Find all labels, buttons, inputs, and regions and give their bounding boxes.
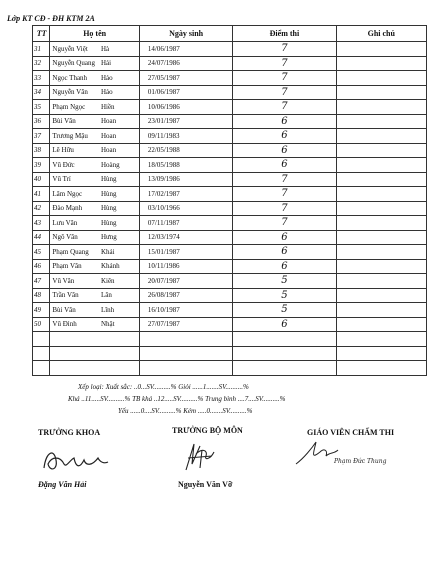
student-number: 33 xyxy=(33,71,50,86)
student-given-name: Kiên xyxy=(99,274,139,289)
student-score: 6 xyxy=(233,114,336,129)
student-surname: Lê Hữu xyxy=(50,143,99,158)
student-score: 7 xyxy=(233,201,336,216)
student-dob: 17/02/1987 xyxy=(139,187,232,202)
student-score: 5 xyxy=(233,288,336,303)
class-name-heading: Lớp KT CĐ - ĐH KTM 2A xyxy=(7,14,95,23)
student-surname: Lưu Văn xyxy=(50,216,99,231)
student-score: 6 xyxy=(233,158,336,173)
student-row xyxy=(33,71,427,86)
student-given-name: Hoan xyxy=(99,114,139,129)
student-dob: 10/11/1986 xyxy=(139,259,232,274)
head-of-dept-signature xyxy=(180,438,220,476)
student-given-name: Hoàng xyxy=(99,158,139,173)
student-surname: Lâm Ngọc xyxy=(50,187,99,202)
student-score: 6 xyxy=(233,245,336,260)
student-number: 31 xyxy=(33,42,50,57)
student-number: 46 xyxy=(33,259,50,274)
student-given-name: Khánh xyxy=(99,259,139,274)
student-given-name: Hảo xyxy=(99,85,139,100)
student-number: 44 xyxy=(33,230,50,245)
student-given-name: Khải xyxy=(99,245,139,260)
student-number: 49 xyxy=(33,303,50,318)
student-given-name: Hải xyxy=(99,56,139,71)
grade-table xyxy=(32,25,427,376)
student-note xyxy=(336,216,426,231)
empty-cell xyxy=(233,346,336,361)
empty-cell xyxy=(50,332,99,347)
student-given-name: Lĩnh xyxy=(99,303,139,318)
empty-row xyxy=(33,346,427,361)
student-dob: 22/05/1988 xyxy=(139,143,232,158)
examiner-signature-text: Phạm Đức Thung xyxy=(334,458,387,465)
student-note xyxy=(336,143,426,158)
examiner-title: GIÁO VIÊN CHẤM THI xyxy=(307,428,395,437)
head-of-dept-title: TRƯỞNG BỘ MÔN xyxy=(172,426,243,435)
empty-cell xyxy=(336,361,426,376)
student-row xyxy=(33,245,427,260)
student-row xyxy=(33,85,427,100)
student-given-name: Hùng xyxy=(99,216,139,231)
student-note xyxy=(336,114,426,129)
student-dob: 09/11/1983 xyxy=(139,129,232,144)
student-dob: 18/05/1988 xyxy=(139,158,232,173)
student-row xyxy=(33,216,427,231)
student-surname: Đào Mạnh xyxy=(50,201,99,216)
student-surname: Vũ Đức xyxy=(50,158,99,173)
student-given-name: Hà xyxy=(99,42,139,57)
student-score: 6 xyxy=(233,143,336,158)
empty-cell xyxy=(33,332,50,347)
student-surname: Bùi Văn xyxy=(50,303,99,318)
student-score: 7 xyxy=(233,100,336,115)
student-row xyxy=(33,129,427,144)
student-given-name: Hùng xyxy=(99,187,139,202)
student-note xyxy=(336,42,426,57)
student-surname: Phạm Ngọc xyxy=(50,100,99,115)
student-row xyxy=(33,317,427,332)
student-score: 6 xyxy=(233,259,336,274)
student-note xyxy=(336,100,426,115)
student-dob: 01/06/1987 xyxy=(139,85,232,100)
student-score: 7 xyxy=(233,71,336,86)
student-given-name: Hiền xyxy=(99,100,139,115)
dean-name: Đặng Văn Hải xyxy=(38,480,87,489)
student-row xyxy=(33,42,427,57)
student-note xyxy=(336,259,426,274)
student-score: 7 xyxy=(233,172,336,187)
summary-line-3: Yếu ......0....SV..........% Kém .....0.......SV..........% xyxy=(118,407,253,415)
empty-cell xyxy=(336,346,426,361)
student-row xyxy=(33,201,427,216)
student-surname: Bùi Văn xyxy=(50,114,99,129)
student-note xyxy=(336,245,426,260)
student-surname: Phạm Văn xyxy=(50,259,99,274)
summary-line-1: Xếp loại: Xuất sắc: ..0...SV..........% Giỏi ......1.......SV..........% xyxy=(78,383,249,391)
dean-signature xyxy=(40,442,110,476)
student-note xyxy=(336,158,426,173)
student-number: 37 xyxy=(33,129,50,144)
student-dob: 27/05/1987 xyxy=(139,71,232,86)
student-score: 6 xyxy=(233,317,336,332)
empty-cell xyxy=(33,361,50,376)
column-header-tt: TT xyxy=(33,26,50,42)
student-number: 34 xyxy=(33,85,50,100)
student-surname: Phạm Quang xyxy=(50,245,99,260)
student-dob: 03/10/1966 xyxy=(139,201,232,216)
empty-cell xyxy=(139,346,232,361)
student-number: 39 xyxy=(33,158,50,173)
student-note xyxy=(336,274,426,289)
student-surname: Vũ Đình xyxy=(50,317,99,332)
student-dob: 07/11/1987 xyxy=(139,216,232,231)
student-dob: 23/01/1987 xyxy=(139,114,232,129)
student-dob: 14/06/1987 xyxy=(139,42,232,57)
column-header-score: Điểm thi xyxy=(233,26,336,42)
student-score: 7 xyxy=(233,216,336,231)
student-surname: Trần Văn xyxy=(50,288,99,303)
empty-row xyxy=(33,361,427,376)
student-note xyxy=(336,56,426,71)
student-dob: 26/08/1987 xyxy=(139,288,232,303)
student-given-name: Lân xyxy=(99,288,139,303)
student-surname: Trương Mậu xyxy=(50,129,99,144)
student-given-name: Hùng xyxy=(99,201,139,216)
student-row xyxy=(33,259,427,274)
student-note xyxy=(336,85,426,100)
student-score: 5 xyxy=(233,274,336,289)
student-number: 43 xyxy=(33,216,50,231)
student-surname: Nguyễn Quang xyxy=(50,56,99,71)
student-dob: 13/09/1986 xyxy=(139,172,232,187)
student-row xyxy=(33,303,427,318)
student-dob: 24/07/1986 xyxy=(139,56,232,71)
student-row xyxy=(33,100,427,115)
student-row xyxy=(33,187,427,202)
student-surname: Vũ Trí xyxy=(50,172,99,187)
empty-cell xyxy=(50,361,99,376)
column-header-name: Họ tên xyxy=(50,26,140,42)
student-row xyxy=(33,114,427,129)
table-header-row xyxy=(33,26,427,42)
empty-cell xyxy=(336,332,426,347)
student-score: 6 xyxy=(233,230,336,245)
empty-cell xyxy=(50,346,99,361)
student-note xyxy=(336,288,426,303)
student-surname: Nguyễn Văn xyxy=(50,85,99,100)
student-number: 36 xyxy=(33,114,50,129)
student-number: 45 xyxy=(33,245,50,260)
student-row xyxy=(33,158,427,173)
column-header-note: Ghi chú xyxy=(336,26,426,42)
student-number: 40 xyxy=(33,172,50,187)
student-note xyxy=(336,317,426,332)
student-surname: Vũ Văn xyxy=(50,274,99,289)
student-number: 42 xyxy=(33,201,50,216)
student-dob: 20/07/1987 xyxy=(139,274,232,289)
student-surname: Ngô Văn xyxy=(50,230,99,245)
student-number: 50 xyxy=(33,317,50,332)
student-surname: Nguyễn Việt xyxy=(50,42,99,57)
student-row xyxy=(33,274,427,289)
student-row xyxy=(33,288,427,303)
head-of-dept-name: Nguyễn Văn Vỡ xyxy=(178,480,233,489)
empty-cell xyxy=(139,332,232,347)
empty-cell xyxy=(33,346,50,361)
empty-cell xyxy=(233,332,336,347)
student-number: 41 xyxy=(33,187,50,202)
student-note xyxy=(336,230,426,245)
student-number: 38 xyxy=(33,143,50,158)
empty-cell xyxy=(139,361,232,376)
student-number: 47 xyxy=(33,274,50,289)
student-note xyxy=(336,129,426,144)
empty-cell xyxy=(99,361,139,376)
dean-title: TRƯỞNG KHOA xyxy=(38,428,101,437)
student-number: 48 xyxy=(33,288,50,303)
student-dob: 16/10/1987 xyxy=(139,303,232,318)
student-note xyxy=(336,201,426,216)
student-number: 32 xyxy=(33,56,50,71)
student-dob: 15/01/1987 xyxy=(139,245,232,260)
empty-row xyxy=(33,332,427,347)
empty-cell xyxy=(99,332,139,347)
student-score: 5 xyxy=(233,303,336,318)
student-row xyxy=(33,172,427,187)
student-row xyxy=(33,143,427,158)
student-dob: 27/07/1987 xyxy=(139,317,232,332)
empty-cell xyxy=(233,361,336,376)
column-header-dob: Ngày sinh xyxy=(139,26,232,42)
student-note xyxy=(336,71,426,86)
student-number: 35 xyxy=(33,100,50,115)
student-note xyxy=(336,172,426,187)
student-row xyxy=(33,56,427,71)
student-given-name: Hảo xyxy=(99,71,139,86)
summary-line-2: Khá ..11.....SV..........% TB khá ..12.....SV..........% Trung bình ....7....SV..........% xyxy=(68,395,286,403)
student-given-name: Hoan xyxy=(99,129,139,144)
student-note xyxy=(336,187,426,202)
student-surname: Ngọc Thanh xyxy=(50,71,99,86)
student-score: 7 xyxy=(233,187,336,202)
student-score: 7 xyxy=(233,85,336,100)
student-score: 7 xyxy=(233,56,336,71)
student-given-name: Hùng xyxy=(99,172,139,187)
student-row xyxy=(33,230,427,245)
student-score: 7 xyxy=(233,42,336,57)
student-given-name: Nhật xyxy=(99,317,139,332)
student-given-name: Hoan xyxy=(99,143,139,158)
student-dob: 10/06/1986 xyxy=(139,100,232,115)
student-note xyxy=(336,303,426,318)
student-given-name: Hưng xyxy=(99,230,139,245)
empty-cell xyxy=(99,346,139,361)
student-dob: 12/03/1974 xyxy=(139,230,232,245)
student-score: 6 xyxy=(233,129,336,144)
